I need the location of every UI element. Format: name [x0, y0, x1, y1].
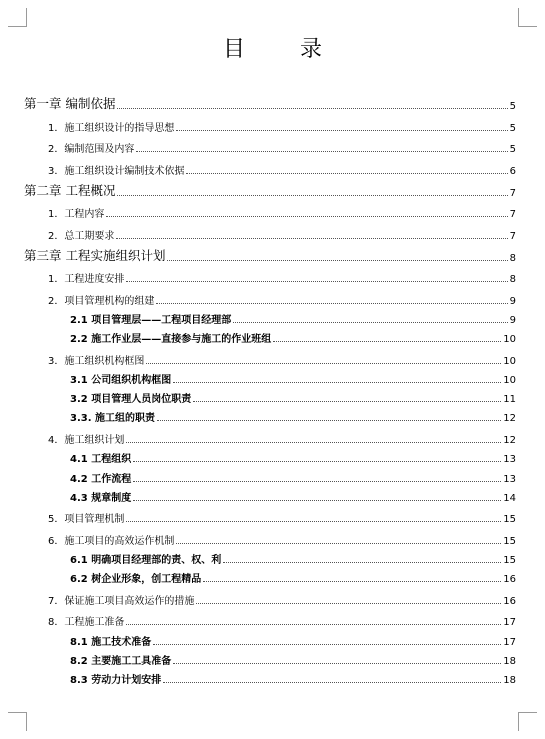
toc-entry-page-number: 6 — [509, 165, 516, 177]
toc-entry-page-number: 8 — [509, 274, 516, 285]
toc-entry-label: 4.1 工程组织 — [70, 454, 132, 466]
dot-leader — [126, 281, 507, 282]
toc-entry[interactable] — [24, 525, 516, 547]
toc-entry-label: 6．施工项目的高效运作机制 — [48, 535, 175, 547]
toc-entry[interactable] — [24, 134, 516, 156]
toc-entry[interactable] — [24, 90, 516, 112]
toc-entry-page-number: 13 — [503, 473, 516, 485]
toc-entry-label: 3.2 项目管理人员岗位职责 — [70, 394, 192, 406]
toc-entry[interactable] — [24, 220, 516, 242]
dot-leader — [173, 663, 501, 664]
dot-leader — [163, 682, 501, 683]
toc-entry[interactable] — [24, 199, 516, 221]
dot-leader — [126, 521, 501, 522]
dot-leader — [133, 500, 501, 501]
toc-entry-label: 7．保证施工项目高效运作的措施 — [48, 595, 195, 607]
toc-entry-page-number: 9 — [509, 314, 516, 326]
dot-leader — [193, 401, 501, 402]
toc-entry-page-number: 12 — [503, 434, 516, 446]
toc-entry-label: 4.3 规章制度 — [70, 492, 132, 504]
toc-entry[interactable] — [24, 585, 516, 607]
dot-leader — [126, 442, 501, 443]
toc-entry-page-number: 7 — [509, 209, 516, 220]
toc-entry-label: 第一章 编制依据 — [24, 96, 116, 111]
toc-entry-label: 6.1 明确项目经理部的责、权、利 — [70, 555, 222, 567]
dot-leader — [117, 108, 507, 109]
toc-entry[interactable] — [24, 264, 516, 286]
dot-leader — [186, 173, 507, 174]
toc-entry-page-number: 16 — [503, 595, 516, 607]
toc-entry[interactable] — [24, 628, 516, 647]
toc-entry-label: 3.1 公司组织机构框图 — [70, 374, 172, 386]
dot-leader — [176, 130, 507, 131]
toc-entry[interactable] — [24, 112, 516, 134]
dot-leader — [106, 216, 507, 217]
toc-entry-page-number: 10 — [503, 355, 516, 367]
toc-entry-page-number: 18 — [503, 656, 516, 668]
dot-leader — [133, 481, 501, 482]
toc-entry[interactable] — [24, 446, 516, 465]
toc-entry[interactable] — [24, 386, 516, 405]
dot-leader — [133, 461, 501, 462]
toc-entry-label: 5．项目管理机制 — [48, 514, 125, 526]
toc-entry[interactable] — [24, 485, 516, 504]
toc-entry[interactable] — [24, 177, 516, 199]
toc-entry[interactable] — [24, 648, 516, 667]
toc-entry-label: 3．施工组织机构框图 — [48, 355, 145, 367]
toc-entry-label: 2.2 施工作业层——直接参与施工的作业班组 — [70, 334, 272, 346]
toc-entry-page-number: 5 — [509, 144, 516, 155]
toc-entry-label: 1．工程内容 — [48, 209, 105, 220]
toc-entry-label: 第二章 工程概况 — [24, 182, 116, 198]
toc-entry-page-number: 16 — [503, 574, 516, 586]
crop-mark-top-right — [518, 8, 537, 27]
toc-entry-page-number: 5 — [509, 101, 516, 112]
dot-leader — [173, 382, 501, 383]
toc-entry-label: 3．施工组织设计编制技术依据 — [48, 165, 185, 177]
toc-entry-label: 2.1 项目管理层——工程项目经理部 — [70, 314, 232, 326]
toc-entry-page-number: 5 — [509, 122, 516, 134]
toc-entry-page-number: 7 — [509, 230, 516, 242]
toc-entry-label: 第三章 工程实施组织计划 — [24, 247, 166, 263]
toc-entry-page-number: 11 — [503, 394, 516, 406]
toc-entry[interactable] — [24, 405, 516, 424]
dot-leader — [273, 341, 501, 342]
toc-entry[interactable] — [24, 504, 516, 526]
toc-entry-label: 2．编制范围及内容 — [48, 144, 135, 155]
toc-entry[interactable] — [24, 667, 516, 686]
toc-entry-page-number: 12 — [503, 413, 516, 425]
toc-entry-label: 1．施工组织设计的指导思想 — [48, 122, 175, 134]
dot-leader — [126, 624, 501, 625]
toc-entry-page-number: 9 — [509, 295, 516, 307]
toc-entry[interactable] — [24, 566, 516, 585]
dot-leader — [176, 543, 501, 544]
toc-entry[interactable] — [24, 367, 516, 386]
toc-entry-page-number: 15 — [503, 535, 516, 547]
toc-entry-page-number: 17 — [503, 636, 516, 648]
toc-entry[interactable] — [24, 326, 516, 345]
dot-leader — [156, 303, 507, 304]
page-title: 目 录 — [223, 37, 346, 62]
toc-entry-page-number: 14 — [503, 492, 516, 504]
toc-entry-label: 6.2 树企业形象，创工程精品 — [70, 574, 202, 586]
dot-leader — [233, 322, 507, 323]
toc-entry-page-number: 8 — [509, 252, 516, 264]
toc-entry[interactable] — [24, 285, 516, 307]
dot-leader — [153, 644, 501, 645]
toc-entry-page-number: 10 — [503, 374, 516, 386]
toc-entry-label: 8.2 主要施工工具准备 — [70, 656, 172, 668]
toc-entry-page-number: 7 — [509, 187, 516, 199]
dot-leader — [223, 562, 501, 563]
toc-entry[interactable] — [24, 607, 516, 629]
toc-entry-page-number: 17 — [503, 617, 516, 629]
toc-entry-label: 8.1 施工技术准备 — [70, 636, 152, 648]
toc-entry-label: 2．总工期要求 — [48, 230, 115, 242]
toc-entry[interactable] — [24, 547, 516, 566]
dot-leader — [196, 603, 501, 604]
toc-entry[interactable] — [24, 242, 516, 264]
table-of-contents — [24, 90, 516, 686]
dot-leader — [203, 581, 501, 582]
dot-leader — [117, 195, 507, 196]
toc-entry-label: 2．项目管理机构的组建 — [48, 295, 155, 307]
toc-entry-label: 4．施工组织计划 — [48, 434, 125, 446]
toc-entry-page-number: 13 — [503, 454, 516, 466]
toc-entry[interactable] — [24, 465, 516, 484]
crop-mark-top-left — [8, 8, 27, 27]
toc-entry-page-number: 15 — [503, 555, 516, 567]
toc-entry-label: 8．工程施工准备 — [48, 617, 125, 629]
toc-entry[interactable] — [24, 424, 516, 446]
toc-entry-label: 4.2 工作流程 — [70, 473, 132, 485]
dot-leader — [136, 151, 507, 152]
toc-entry[interactable] — [24, 155, 516, 177]
toc-entry-label: 1．工程进度安排 — [48, 274, 125, 285]
dot-leader — [146, 363, 501, 364]
toc-entry-page-number: 15 — [503, 514, 516, 526]
dot-leader — [167, 260, 507, 261]
toc-entry[interactable] — [24, 307, 516, 326]
dot-leader — [116, 238, 507, 239]
crop-mark-bottom-left — [8, 712, 27, 731]
toc-entry-page-number: 18 — [503, 675, 516, 687]
crop-mark-bottom-right — [518, 712, 537, 731]
toc-entry[interactable] — [24, 345, 516, 367]
dot-leader — [157, 420, 501, 421]
toc-entry-label: 8.3 劳动力计划安排 — [70, 675, 162, 687]
toc-entry-page-number: 10 — [503, 334, 516, 346]
toc-entry-label: 3.3. 施工组的职责 — [70, 413, 155, 425]
